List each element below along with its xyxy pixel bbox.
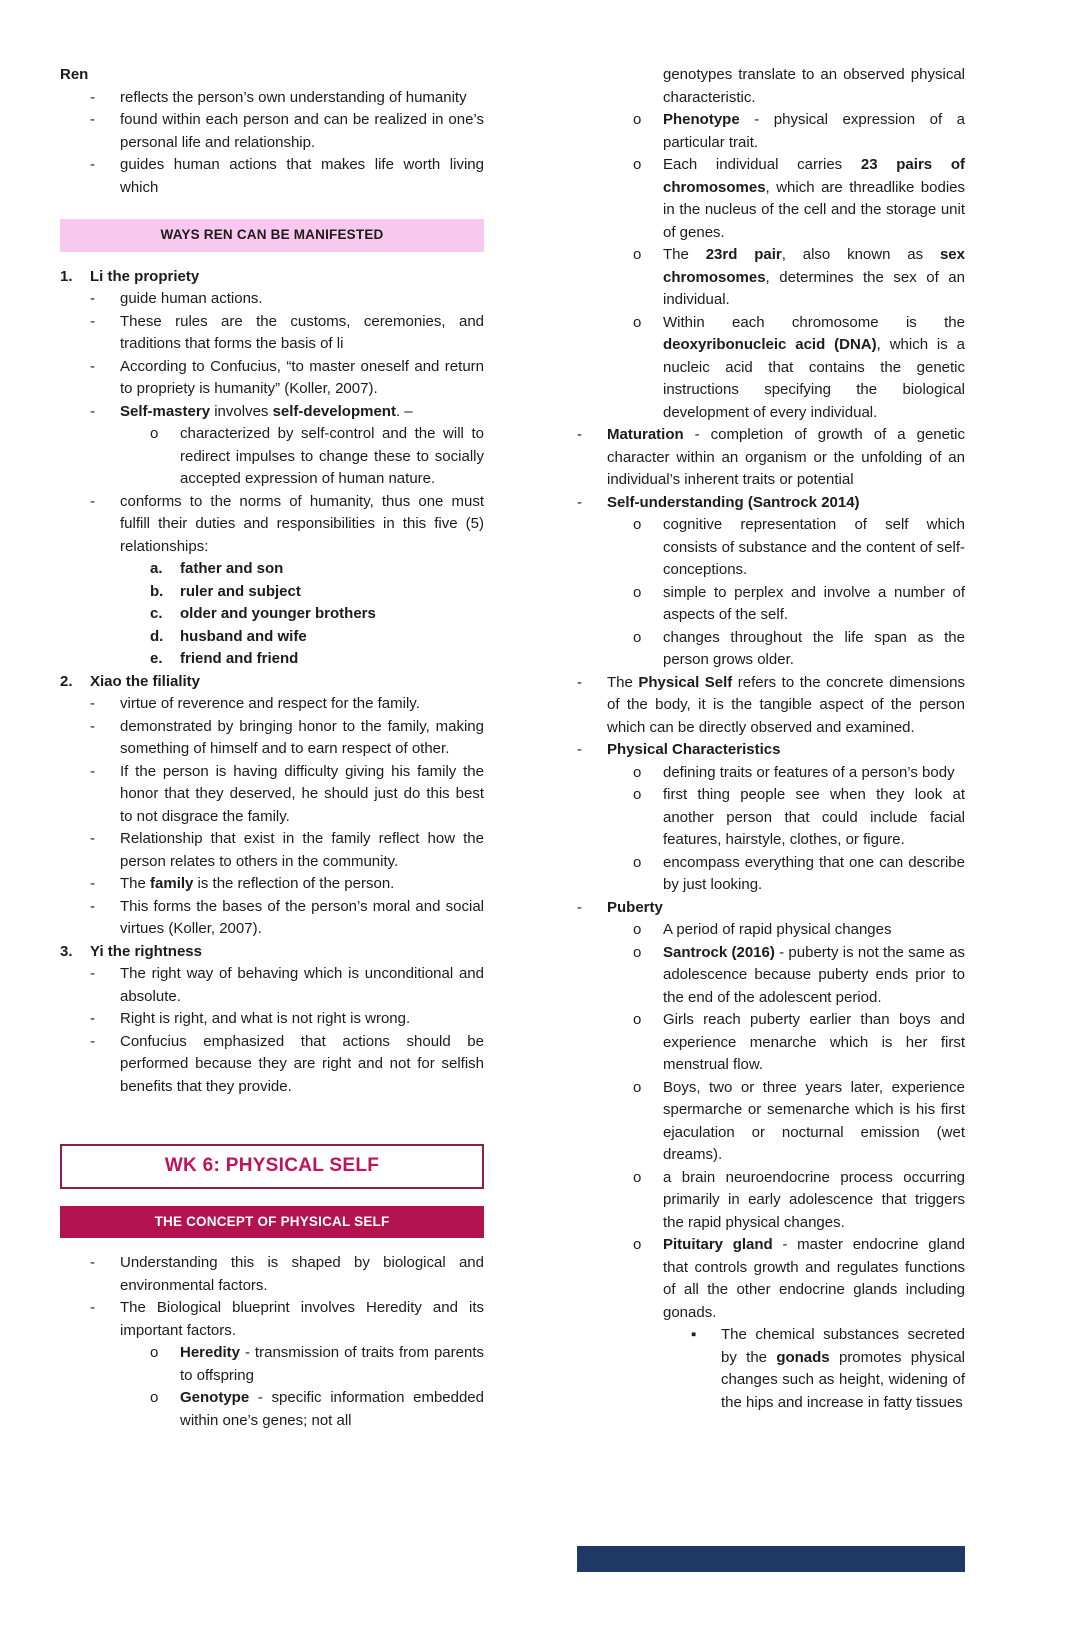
dash-marker: - bbox=[90, 492, 95, 510]
list-item bbox=[60, 1008, 484, 1031]
circle-marker: o bbox=[633, 786, 642, 803]
list-item bbox=[60, 963, 484, 1008]
dash-marker: - bbox=[577, 741, 582, 758]
item-text: a brain neuroendocrine process occurring primarily in early adolescence that triggers the rapid physical changes. bbox=[663, 1168, 965, 1231]
dash-marker: - bbox=[90, 897, 95, 915]
item-text: If the person is having difficulty giving his family the honor that they deserved, he should just do this best to not disgrace the family. bbox=[120, 762, 484, 825]
circle-marker: o bbox=[633, 516, 642, 533]
item-text: cognitive representation of self which consists of substance and the content of self-conceptions. bbox=[663, 516, 965, 578]
square-marker: ▪ bbox=[691, 1326, 697, 1343]
section-banner-partial bbox=[577, 1546, 965, 1572]
circle-marker: o bbox=[633, 313, 642, 331]
circle-marker: o bbox=[633, 1078, 642, 1096]
list-item bbox=[577, 1234, 965, 1324]
list-item bbox=[577, 64, 965, 109]
dash-marker: - bbox=[90, 965, 95, 982]
list-item bbox=[60, 288, 484, 311]
list-item bbox=[577, 244, 965, 312]
list-item bbox=[60, 266, 484, 289]
list-item bbox=[60, 941, 484, 964]
list-item bbox=[60, 828, 484, 873]
list-item bbox=[577, 897, 965, 920]
circle-marker: o bbox=[633, 763, 642, 781]
list-item bbox=[60, 581, 484, 604]
list-item bbox=[60, 626, 484, 649]
banner-text: WK 6: PHYSICAL SELF bbox=[164, 1155, 380, 1176]
dash-marker: - bbox=[90, 156, 95, 173]
number-marker: 2. bbox=[60, 672, 73, 690]
letter-marker: a. bbox=[150, 560, 163, 577]
list-item bbox=[577, 582, 965, 627]
item-text: encompass everything that one can describe by just looking. bbox=[663, 853, 965, 893]
dash-marker: - bbox=[90, 762, 95, 780]
list-item bbox=[60, 401, 484, 424]
list-item bbox=[60, 603, 484, 626]
item-text: simple to perplex and involve a number of aspects of the self. bbox=[663, 583, 965, 623]
item-text: changes throughout the life span as the person grows older. bbox=[663, 628, 965, 668]
circle-marker: o bbox=[633, 111, 642, 128]
item-text: Boys, two or three years later, experience spermarche or semenarche which is his first ejaculation or nocturnal emission (wet dreams). bbox=[663, 1078, 965, 1163]
left-column bbox=[60, 64, 484, 1651]
item-text: Ren bbox=[60, 66, 89, 83]
dash-marker: - bbox=[577, 493, 582, 511]
dash-marker: - bbox=[90, 111, 95, 128]
item-text: The Physical Self refers to the concrete dimensions of the body, it is the tangible aspect of the person which can be directly observed and examined. bbox=[607, 673, 965, 736]
item-text: Self-understanding (Santrock 2014) bbox=[607, 493, 860, 511]
list-item bbox=[60, 87, 484, 110]
circle-marker: o bbox=[633, 156, 642, 173]
item-text: According to Confucius, “to master oneself and return to propriety is humanity” (Koller, 2007). bbox=[120, 357, 484, 397]
list-item bbox=[577, 672, 965, 740]
section-heading bbox=[60, 64, 484, 87]
circle-marker: o bbox=[633, 1011, 642, 1028]
list-item bbox=[60, 423, 484, 491]
list-item bbox=[577, 762, 965, 785]
item-text: Heredity - transmission of traits from parents to offspring bbox=[180, 1344, 484, 1384]
list-item bbox=[60, 1252, 484, 1297]
item-text: Self-mastery involves self-development. – bbox=[120, 402, 413, 420]
item-text: genotypes translate to an observed physical characteristic. bbox=[663, 66, 965, 106]
item-text: The family is the reflection of the person. bbox=[120, 875, 395, 892]
circle-marker: o bbox=[150, 1389, 159, 1406]
list-item bbox=[60, 716, 484, 761]
number-marker: 1. bbox=[60, 267, 73, 285]
item-text: found within each person and can be realized in one’s personal life and relationship. bbox=[120, 111, 484, 151]
list-item bbox=[577, 627, 965, 672]
item-text: Each individual carries 23 pairs of chromosomes, which are threadlike bodies in the nucleus of the cell and the storage unit of genes. bbox=[663, 156, 965, 241]
circle-marker: o bbox=[633, 943, 642, 961]
item-text: The right way of behaving which is unconditional and absolute. bbox=[120, 965, 484, 1005]
list-item bbox=[577, 852, 965, 897]
list-item bbox=[60, 761, 484, 829]
circle-marker: o bbox=[633, 1236, 642, 1253]
highlighted-heading bbox=[60, 219, 484, 252]
list-item bbox=[577, 492, 965, 515]
circle-marker: o bbox=[633, 583, 642, 601]
item-text: The Biological blueprint involves Heredity and its important factors. bbox=[120, 1299, 484, 1339]
dash-marker: - bbox=[90, 290, 95, 307]
dash-marker: - bbox=[90, 357, 95, 375]
item-text: The 23rd pair, also known as sex chromosomes, determines the sex of an individual. bbox=[663, 246, 965, 308]
dash-marker: - bbox=[90, 1299, 95, 1316]
week-title bbox=[60, 1144, 484, 1189]
dash-marker: - bbox=[90, 695, 95, 712]
letter-marker: c. bbox=[150, 605, 163, 622]
list-item bbox=[577, 919, 965, 942]
section-banner bbox=[60, 1206, 484, 1239]
item-text: Relationship that exist in the family reflect how the person relates to others in the community. bbox=[120, 830, 484, 870]
item-text: ruler and subject bbox=[180, 582, 301, 600]
circle-marker: o bbox=[150, 425, 159, 442]
item-text: virtue of reverence and respect for the family. bbox=[120, 695, 420, 712]
list-item bbox=[577, 514, 965, 582]
dash-marker: - bbox=[90, 1254, 95, 1271]
item-text: Genotype - specific information embedded within one’s genes; not all bbox=[180, 1389, 484, 1429]
banner-text: WAYS REN CAN BE MANIFESTED bbox=[160, 227, 384, 242]
list-item bbox=[577, 1009, 965, 1077]
circle-marker: o bbox=[633, 853, 642, 871]
list-item bbox=[60, 1342, 484, 1387]
item-text: Puberty bbox=[607, 898, 663, 916]
list-item bbox=[577, 1077, 965, 1167]
circle-marker: o bbox=[633, 246, 642, 263]
item-text: Phenotype - physical expression of a particular trait. bbox=[663, 111, 965, 151]
item-text: demonstrated by bringing honor to the family, making something of himself and to earn respect of other. bbox=[120, 717, 484, 757]
item-text: Confucius emphasized that actions should be performed because they are right and not for selfish benefits that they provide. bbox=[120, 1032, 484, 1095]
item-text: Right is right, and what is not right is wrong. bbox=[120, 1010, 411, 1027]
list-item bbox=[60, 558, 484, 581]
item-text: Yi the rightness bbox=[90, 942, 202, 960]
letter-marker: b. bbox=[150, 582, 164, 600]
list-item bbox=[60, 873, 484, 896]
list-item bbox=[60, 1387, 484, 1432]
list-item bbox=[577, 109, 965, 154]
circle-marker: o bbox=[633, 921, 642, 938]
item-text: guide human actions. bbox=[120, 290, 263, 307]
item-text: conforms to the norms of humanity, thus one must fulfill their duties and responsibilities in this five (5) relationships: bbox=[120, 492, 484, 555]
list-item bbox=[60, 693, 484, 716]
item-text: This forms the bases of the person’s moral and social virtues (Koller, 2007). bbox=[120, 897, 484, 937]
number-marker: 3. bbox=[60, 942, 73, 960]
item-text: father and son bbox=[180, 560, 284, 577]
dash-marker: - bbox=[577, 898, 582, 916]
circle-marker: o bbox=[633, 628, 642, 646]
list-item bbox=[577, 739, 965, 762]
list-item bbox=[60, 1297, 484, 1342]
letter-marker: d. bbox=[150, 627, 164, 645]
list-item bbox=[577, 312, 965, 425]
dash-marker: - bbox=[90, 1032, 95, 1050]
item-text: characterized by self-control and the will to redirect impulses to change these to socially accepted expression of human nature. bbox=[180, 425, 484, 487]
item-text: first thing people see when they look at another person that could include facial features, hairstyle, clothes, or figure. bbox=[663, 786, 965, 848]
item-text: husband and wife bbox=[180, 627, 307, 645]
list-item bbox=[577, 1167, 965, 1235]
list-item bbox=[577, 1324, 965, 1414]
item-text: Understanding this is shaped by biological and environmental factors. bbox=[120, 1254, 484, 1294]
list-item bbox=[60, 671, 484, 694]
item-text: Pituitary gland - master endocrine gland that controls growth and regulates functions of all the other endocrine glands including gonads. bbox=[663, 1236, 965, 1321]
item-text: friend and friend bbox=[180, 650, 299, 667]
list-item bbox=[60, 154, 484, 199]
list-item bbox=[577, 942, 965, 1010]
right-column bbox=[577, 64, 965, 1651]
dash-marker: - bbox=[90, 717, 95, 735]
item-text: older and younger brothers bbox=[180, 605, 376, 622]
letter-marker: e. bbox=[150, 650, 163, 667]
circle-marker: o bbox=[633, 1168, 642, 1186]
dash-marker: - bbox=[90, 1010, 95, 1027]
dash-marker: - bbox=[90, 402, 95, 420]
list-item bbox=[60, 109, 484, 154]
dash-marker: - bbox=[90, 830, 95, 847]
item-text: Physical Characteristics bbox=[607, 741, 781, 758]
list-item bbox=[60, 1031, 484, 1099]
item-text: Li the propriety bbox=[90, 267, 200, 285]
banner-text: THE CONCEPT OF PHYSICAL SELF bbox=[154, 1213, 390, 1229]
list-item bbox=[577, 784, 965, 852]
list-item bbox=[577, 154, 965, 244]
list-item bbox=[577, 424, 965, 492]
dash-marker: - bbox=[90, 875, 95, 892]
item-text: The chemical substances secreted by the gonads promotes physical changes such as height, widening of the hips and increase in fatty tissues bbox=[721, 1326, 965, 1411]
item-text: These rules are the customs, ceremonies, and traditions that forms the basis of li bbox=[120, 312, 484, 352]
item-text: Xiao the filiality bbox=[90, 672, 201, 690]
list-item bbox=[60, 648, 484, 671]
item-text: guides human actions that makes life worth living which bbox=[120, 156, 484, 196]
list-item bbox=[60, 896, 484, 941]
list-item bbox=[60, 491, 484, 559]
item-text: Girls reach puberty earlier than boys and experience menarche which is her first menstrual flow. bbox=[663, 1011, 965, 1073]
item-text: Maturation - completion of growth of a genetic character within an organism or the unfolding of an individual’s inherent traits or potential bbox=[607, 426, 965, 488]
item-text: Santrock (2016) - puberty is not the same as adolescence because puberty ends prior to the end of the adolescent period. bbox=[663, 943, 965, 1006]
dash-marker: - bbox=[90, 88, 95, 106]
circle-marker: o bbox=[150, 1344, 159, 1361]
list-item bbox=[60, 356, 484, 401]
blank-marker bbox=[633, 64, 663, 109]
item-text: A period of rapid physical changes bbox=[663, 921, 892, 938]
item-text: reflects the person’s own understanding of humanity bbox=[120, 88, 467, 106]
dash-marker: - bbox=[577, 673, 582, 691]
list-item bbox=[60, 311, 484, 356]
item-text: Within each chromosome is the deoxyribonucleic acid (DNA), which is a nucleic acid that contains the genetic instructions specifying the biological development of every individual. bbox=[663, 313, 965, 421]
item-text: defining traits or features of a person’s body bbox=[663, 763, 955, 781]
dash-marker: - bbox=[577, 426, 582, 443]
dash-marker: - bbox=[90, 312, 95, 330]
